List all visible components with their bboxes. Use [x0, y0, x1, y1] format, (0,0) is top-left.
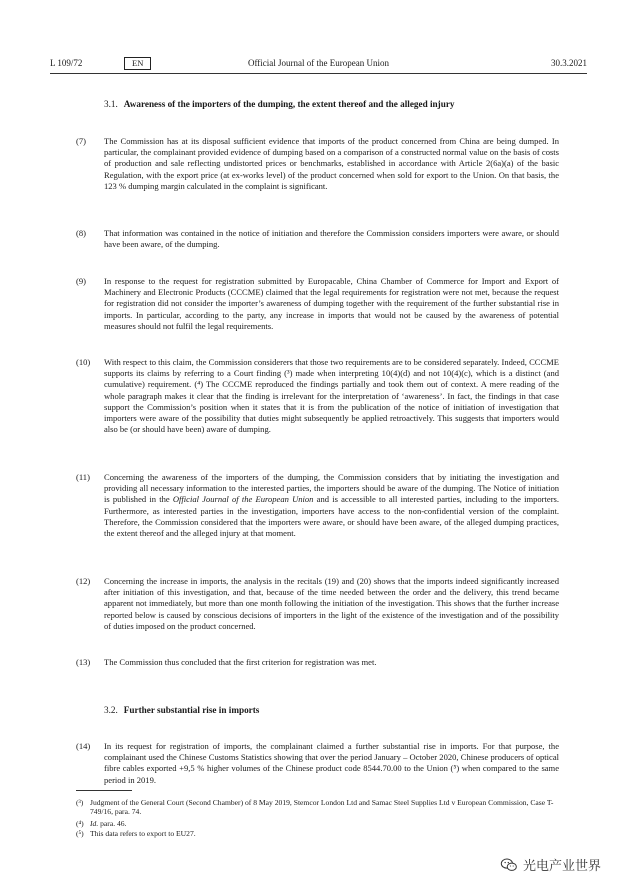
recital-text: That information was contained in the notice of initiation and therefore the Commission considers importers were aware, or should have been aware, of the dumping. [104, 228, 559, 250]
recital-text-part: and is accessible to all interested parties, including to the importers. Furthermore, as interested parties in the investigation, importers have access to the non-confidential version of the complaint. Therefore, the Commission considered that the importers were aware, or should have been aware, of the alleged dumping practices, the extent thereof and the alleged injury at that moment. [104, 494, 560, 539]
section-number: 3.1. [104, 99, 118, 109]
journal-reference: L 109/72 [50, 58, 83, 68]
footnote-text: This data refers to export to EU27. [90, 829, 196, 838]
recital-number: (7) [76, 136, 86, 146]
footnote-mark: (³) [76, 798, 84, 807]
recital-number: (11) [76, 472, 90, 482]
footnote [76, 819, 559, 828]
language-badge: EN [124, 57, 151, 70]
publication-date: 30.3.2021 [551, 58, 587, 68]
recital [76, 657, 559, 668]
recital [76, 357, 559, 435]
section-heading [104, 99, 567, 109]
footnote-rule [76, 790, 132, 791]
wechat-icon [500, 858, 518, 872]
recital [76, 276, 559, 332]
watermark [500, 855, 601, 874]
section-heading [104, 705, 567, 715]
journal-header [50, 58, 587, 72]
recital [76, 576, 559, 632]
footnote-text-part: para. 46. [98, 819, 127, 828]
footnote-italic: Id. [90, 819, 99, 828]
recital-text: Concerning the increase in imports, the analysis in the recitals (19) and (20) shows that the imports indeed significantly increased after initiation of this investigation, and that, because of the time needed between the order and the delivery, this trend became apparent not immediately, but more than one month following the initiation of the investigation. This shows that the further increase reported below is caused by conscious decisions of importers in the light of the existence of the investigation and of the possibility of duties imposed on the product concerned. [104, 576, 559, 631]
recital-text: In response to the request for registration submitted by Europacable, China Chamber of Commerce for Import and Export of Machinery and Electronic Products (CCCME) claimed that the legal requirements for registration were not met, because the request for registration did not consider the importer’s awareness of dumping together with the requirement of the further substantial rise in imports. In particular, according to the party, any increase in imports that would not be caused by the awareness of potential measures should not fulfil the legal requirements. [104, 276, 559, 331]
footnote-mark: (⁴) [76, 819, 84, 828]
recital-text: The Commission thus concluded that the first criterion for registration was met. [104, 657, 377, 667]
footnote-text [90, 819, 559, 828]
recital-text: With respect to this claim, the Commission considerers that those two requirements are to be considered separately. Indeed, CCCME supports its claims by referring to a Court finding (³) made when interpreting 10(4)(d) and not 10(4)(c), which is a distinct (and cumulative) requirement. (⁴) The CCCME reproduced the findings partially and took them out of context. A mere reading of the whole paragraph makes it clear that the finding is irrelevant for the interpretation of ‘awareness’. In fact, the findings in that case support the Commission’s position when it states that it is from the publication of the notice of initiation of investigation that importers were aware of the possibility that duties might subsequently be applied retroactively. This suggests that importers would also be (or should have been) aware of dumping. [104, 357, 559, 435]
recital-number: (10) [76, 357, 91, 367]
watermark-text: 光电产业世界 [523, 859, 602, 874]
recital-number: (12) [76, 576, 91, 586]
recital-text: In its request for registration of imports, the complainant claimed a further substantial rise in imports. For that purpose, the complainant used the Chinese Customs Statistics showing that over the period January – October 2020, Chinese producers of optical fibre cables exported +9,5 % higher volumes of the Chinese product code 8544.70.00 to the Union (⁵) when compared to the same period in 2019. [104, 741, 559, 785]
section-title: Awareness of the importers of the dumping, the extent thereof and the alleged injury [123, 99, 455, 109]
recital-text [104, 472, 559, 539]
recital-number: (14) [76, 741, 91, 751]
recital [76, 741, 559, 786]
section-number: 3.2. [104, 705, 118, 715]
header-rule [50, 73, 587, 74]
recital-text-part: Concerning the awareness of the importers of the dumping, the Commission considers that by initiating the investigation and providing all necessary information to the interested parties, the importers should be aware of the dumping. The Notice of initiation is published in the [104, 472, 559, 505]
footnote-mark: (⁵) [76, 829, 84, 838]
recital [76, 472, 559, 539]
footnote [76, 798, 559, 817]
footnote [76, 829, 559, 838]
recital-number: (8) [76, 228, 86, 238]
recital-text: The Commission has at its disposal sufficient evidence that imports of the product concerned from China are being dumped. In particular, the complainant provided evidence of dumping based on a comparison of a constructed normal value on the basis of costs of production and sale reflecting undistorted prices or benchmarks, established in accordance with Article 2(6a)(a) of the basic Regulation, with the export price (at ex-works level) of the product concerned when sold for export to the Union. On that basis, the 123 % dumping margin calculated in the complaint is significant. [104, 136, 559, 191]
footnote-text: Judgment of the General Court (Second Chamber) of 8 May 2019, Stemcor London Ltd and Samac Steel Supplies Ltd v European Commission, Case T-749/16, para. 74. [90, 798, 554, 817]
recital [76, 136, 559, 192]
recital-number: (13) [76, 657, 91, 667]
journal-title: Official Journal of the European Union [247, 58, 390, 68]
recital [76, 228, 559, 250]
section-title: Further substantial rise in imports [123, 705, 260, 715]
journal-name-italic: Official Journal of the European Union [172, 494, 314, 505]
recital-number: (9) [76, 276, 86, 286]
